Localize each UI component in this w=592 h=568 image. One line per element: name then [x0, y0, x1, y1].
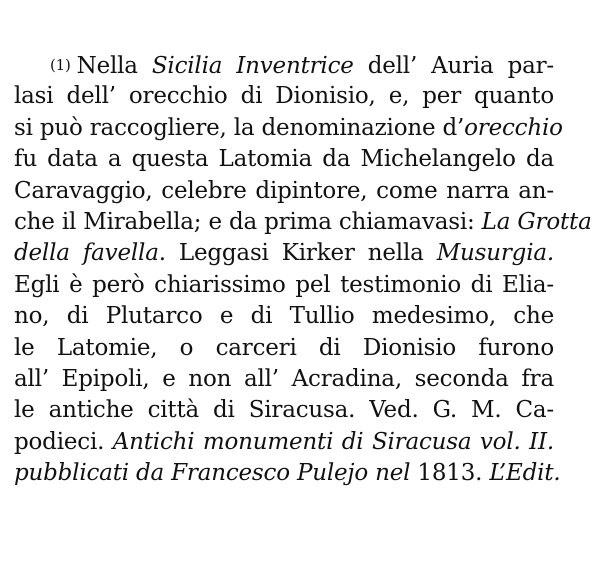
text-run: lasi dell’ orecchio di Dionisio, e, per quanto	[14, 83, 554, 110]
text-run: all’ Epipoli, e non all’ Acradina, seconda fra	[14, 365, 554, 392]
italic-text-run: Antichi monumenti di Siracusa vol. II.	[112, 428, 554, 455]
text-line	[14, 238, 554, 269]
text-line	[14, 427, 554, 458]
italic-text-run: Musurgia.	[436, 240, 554, 267]
text-run: no, di Plutarco e di Tullio medesimo, che	[14, 303, 554, 330]
text-line	[14, 395, 554, 426]
text-line	[14, 333, 554, 364]
text-run: che il Mirabella; e da prima chiamavasi:	[14, 208, 482, 235]
text-line	[14, 113, 563, 144]
text-run: dell’ Auria par-	[353, 53, 555, 79]
italic-text-run: della favella	[14, 240, 159, 267]
text-line	[14, 50, 554, 81]
text-line	[14, 176, 554, 207]
italic-text-run: pubblicati da Francesco Pulejo nel	[14, 460, 411, 487]
text-run: Nella	[76, 53, 152, 79]
text-line	[14, 301, 554, 332]
text-line	[14, 364, 554, 395]
text-run: . Leggasi Kirker nella	[158, 240, 437, 267]
text-run: fu data a questa Latomia da Michelangelo da	[14, 146, 554, 173]
italic-text-run: La Grotta	[481, 208, 592, 235]
italic-text-run: Sicilia Inventrice	[151, 53, 354, 79]
text-run: le antiche città di Siracusa. Ved. G. M. Ca-	[14, 397, 554, 424]
text-run: 1813.	[410, 460, 490, 487]
footnote-marker: (1)	[50, 56, 71, 74]
text-line	[14, 81, 554, 112]
text-run: le Latomie, o carceri di Dionisio furono	[14, 334, 554, 361]
text-line	[14, 144, 554, 175]
text-run: si può raccogliere, la denominazione d’	[14, 114, 465, 141]
italic-text-run: orecchio	[464, 114, 563, 141]
text-line	[14, 207, 592, 238]
text-line	[14, 458, 561, 489]
footnote-text	[14, 50, 592, 489]
text-run: podieci.	[14, 428, 113, 455]
italic-text-run: L’Edit.	[489, 460, 561, 487]
text-run: Caravaggio, celebre dipintore, come narra an-	[14, 177, 554, 204]
text-run: Egli è però chiarissimo pel testimonio di Elia-	[14, 271, 554, 298]
text-line	[14, 270, 554, 301]
